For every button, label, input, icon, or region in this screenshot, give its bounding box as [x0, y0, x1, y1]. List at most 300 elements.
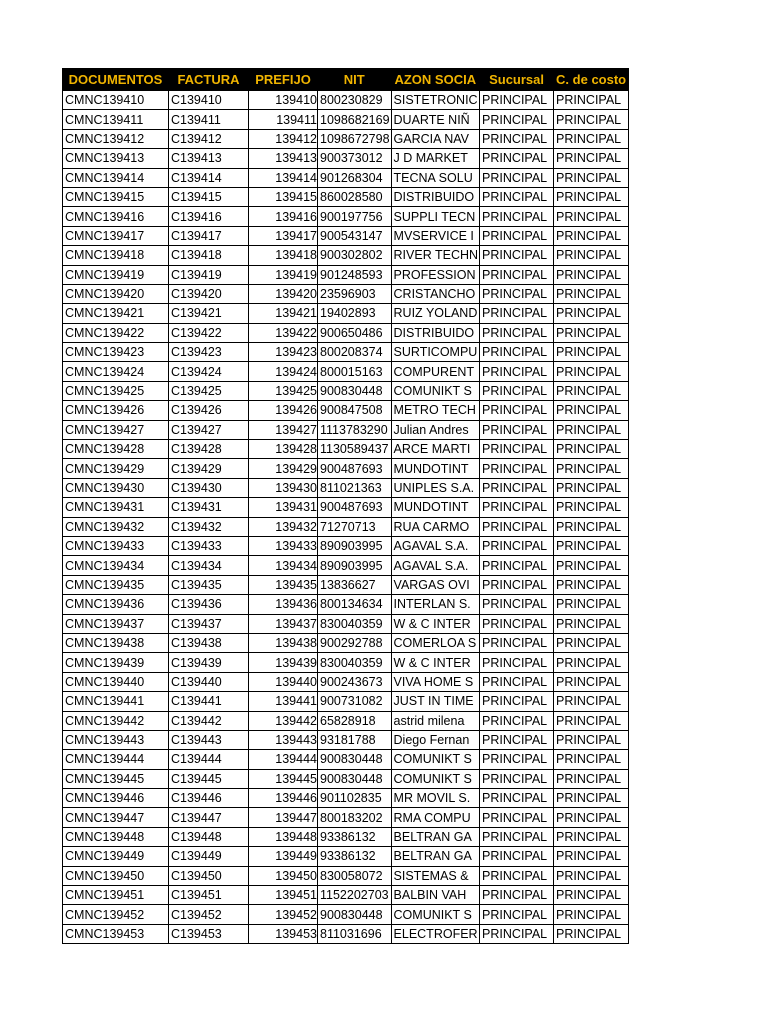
documento-cell[interactable]: CMNC139417 — [63, 226, 169, 245]
sucursal-cell[interactable]: PRINCIPAL — [480, 362, 554, 381]
prefijo-cell[interactable]: 139431 — [249, 498, 318, 517]
centro-costo-cell[interactable]: PRINCIPAL — [554, 110, 629, 129]
documento-cell[interactable]: CMNC139421 — [63, 304, 169, 323]
sucursal-cell[interactable]: PRINCIPAL — [480, 633, 554, 652]
factura-cell[interactable]: C139440 — [169, 672, 249, 691]
documento-cell[interactable]: CMNC139437 — [63, 614, 169, 633]
sucursal-cell[interactable]: PRINCIPAL — [480, 284, 554, 303]
factura-cell[interactable]: C139432 — [169, 517, 249, 536]
sucursal-cell[interactable]: PRINCIPAL — [480, 866, 554, 885]
sucursal-cell[interactable]: PRINCIPAL — [480, 517, 554, 536]
factura-cell[interactable]: C139430 — [169, 478, 249, 497]
centro-costo-cell[interactable]: PRINCIPAL — [554, 808, 629, 827]
sucursal-cell[interactable]: PRINCIPAL — [480, 692, 554, 711]
factura-cell[interactable]: C139438 — [169, 633, 249, 652]
factura-cell[interactable]: C139420 — [169, 284, 249, 303]
nit-cell[interactable]: 900650486 — [318, 323, 392, 342]
centro-costo-cell[interactable]: PRINCIPAL — [554, 750, 629, 769]
centro-costo-cell[interactable]: PRINCIPAL — [554, 769, 629, 788]
prefijo-cell[interactable]: 139450 — [249, 866, 318, 885]
centro-costo-cell[interactable]: PRINCIPAL — [554, 343, 629, 362]
prefijo-cell[interactable]: 139421 — [249, 304, 318, 323]
razon-social-cell[interactable]: MR MOVIL S. — [391, 789, 480, 808]
nit-cell[interactable]: 93386132 — [318, 827, 392, 846]
razon-social-cell[interactable]: astrid milena — [391, 711, 480, 730]
razon-social-cell[interactable]: BELTRAN GA — [391, 827, 480, 846]
razon-social-cell[interactable]: DUARTE NIÑ — [391, 110, 480, 129]
documento-cell[interactable]: CMNC139452 — [63, 905, 169, 924]
factura-cell[interactable]: C139452 — [169, 905, 249, 924]
prefijo-cell[interactable]: 139434 — [249, 556, 318, 575]
sucursal-cell[interactable]: PRINCIPAL — [480, 149, 554, 168]
sucursal-cell[interactable]: PRINCIPAL — [480, 459, 554, 478]
documento-cell[interactable]: CMNC139449 — [63, 847, 169, 866]
sucursal-cell[interactable]: PRINCIPAL — [480, 401, 554, 420]
nit-cell[interactable]: 860028580 — [318, 187, 392, 206]
nit-cell[interactable]: 900830448 — [318, 381, 392, 400]
nit-cell[interactable]: 800208374 — [318, 343, 392, 362]
factura-cell[interactable]: C139443 — [169, 730, 249, 749]
razon-social-cell[interactable]: COMPURENT — [391, 362, 480, 381]
documento-cell[interactable]: CMNC139411 — [63, 110, 169, 129]
documento-cell[interactable]: CMNC139424 — [63, 362, 169, 381]
factura-cell[interactable]: C139431 — [169, 498, 249, 517]
sucursal-cell[interactable]: PRINCIPAL — [480, 91, 554, 110]
factura-cell[interactable]: C139411 — [169, 110, 249, 129]
nit-cell[interactable]: 1098682169 — [318, 110, 392, 129]
prefijo-cell[interactable]: 139444 — [249, 750, 318, 769]
razon-social-cell[interactable]: INTERLAN S. — [391, 595, 480, 614]
factura-cell[interactable]: C139419 — [169, 265, 249, 284]
documento-cell[interactable]: CMNC139448 — [63, 827, 169, 846]
factura-cell[interactable]: C139417 — [169, 226, 249, 245]
documento-cell[interactable]: CMNC139439 — [63, 653, 169, 672]
factura-cell[interactable]: C139444 — [169, 750, 249, 769]
documento-cell[interactable]: CMNC139441 — [63, 692, 169, 711]
prefijo-cell[interactable]: 139422 — [249, 323, 318, 342]
nit-cell[interactable]: 900197756 — [318, 207, 392, 226]
prefijo-cell[interactable]: 139445 — [249, 769, 318, 788]
razon-social-cell[interactable]: RUIZ YOLAND — [391, 304, 480, 323]
prefijo-cell[interactable]: 139440 — [249, 672, 318, 691]
razon-social-cell[interactable]: AGAVAL S.A. — [391, 556, 480, 575]
prefijo-cell[interactable]: 139412 — [249, 129, 318, 148]
prefijo-cell[interactable]: 139416 — [249, 207, 318, 226]
centro-costo-cell[interactable]: PRINCIPAL — [554, 575, 629, 594]
factura-cell[interactable]: C139453 — [169, 924, 249, 943]
centro-costo-cell[interactable]: PRINCIPAL — [554, 556, 629, 575]
factura-cell[interactable]: C139426 — [169, 401, 249, 420]
prefijo-cell[interactable]: 139425 — [249, 381, 318, 400]
razon-social-cell[interactable]: BALBIN VAH — [391, 886, 480, 905]
sucursal-cell[interactable]: PRINCIPAL — [480, 711, 554, 730]
documento-cell[interactable]: CMNC139444 — [63, 750, 169, 769]
header-prefijo[interactable]: PREFIJO — [249, 69, 318, 91]
nit-cell[interactable]: 900830448 — [318, 905, 392, 924]
documento-cell[interactable]: CMNC139434 — [63, 556, 169, 575]
razon-social-cell[interactable]: COMUNIKT S — [391, 769, 480, 788]
prefijo-cell[interactable]: 139438 — [249, 633, 318, 652]
razon-social-cell[interactable]: SISTETRONIC — [391, 91, 480, 110]
centro-costo-cell[interactable]: PRINCIPAL — [554, 129, 629, 148]
documento-cell[interactable]: CMNC139415 — [63, 187, 169, 206]
razon-social-cell[interactable]: W & C INTER — [391, 614, 480, 633]
centro-costo-cell[interactable]: PRINCIPAL — [554, 226, 629, 245]
factura-cell[interactable]: C139441 — [169, 692, 249, 711]
centro-costo-cell[interactable]: PRINCIPAL — [554, 653, 629, 672]
centro-costo-cell[interactable]: PRINCIPAL — [554, 265, 629, 284]
razon-social-cell[interactable]: VIVA HOME S — [391, 672, 480, 691]
factura-cell[interactable]: C139421 — [169, 304, 249, 323]
nit-cell[interactable]: 19402893 — [318, 304, 392, 323]
factura-cell[interactable]: C139418 — [169, 246, 249, 265]
prefijo-cell[interactable]: 139442 — [249, 711, 318, 730]
razon-social-cell[interactable]: GARCIA NAV — [391, 129, 480, 148]
sucursal-cell[interactable]: PRINCIPAL — [480, 672, 554, 691]
centro-costo-cell[interactable]: PRINCIPAL — [554, 672, 629, 691]
documento-cell[interactable]: CMNC139443 — [63, 730, 169, 749]
sucursal-cell[interactable]: PRINCIPAL — [480, 924, 554, 943]
razon-social-cell[interactable]: DISTRIBUIDO — [391, 323, 480, 342]
factura-cell[interactable]: C139435 — [169, 575, 249, 594]
factura-cell[interactable]: C139451 — [169, 886, 249, 905]
nit-cell[interactable]: 71270713 — [318, 517, 392, 536]
nit-cell[interactable]: 13836627 — [318, 575, 392, 594]
documento-cell[interactable]: CMNC139419 — [63, 265, 169, 284]
nit-cell[interactable]: 93181788 — [318, 730, 392, 749]
factura-cell[interactable]: C139423 — [169, 343, 249, 362]
centro-costo-cell[interactable]: PRINCIPAL — [554, 304, 629, 323]
prefijo-cell[interactable]: 139419 — [249, 265, 318, 284]
centro-costo-cell[interactable]: PRINCIPAL — [554, 207, 629, 226]
factura-cell[interactable]: C139433 — [169, 536, 249, 555]
documento-cell[interactable]: CMNC139432 — [63, 517, 169, 536]
razon-social-cell[interactable]: PROFESSION — [391, 265, 480, 284]
prefijo-cell[interactable]: 139437 — [249, 614, 318, 633]
factura-cell[interactable]: C139414 — [169, 168, 249, 187]
razon-social-cell[interactable]: ARCE MARTI — [391, 440, 480, 459]
factura-cell[interactable]: C139422 — [169, 323, 249, 342]
nit-cell[interactable]: 900487693 — [318, 498, 392, 517]
nit-cell[interactable]: 811031696 — [318, 924, 392, 943]
factura-cell[interactable]: C139445 — [169, 769, 249, 788]
nit-cell[interactable]: 811021363 — [318, 478, 392, 497]
sucursal-cell[interactable]: PRINCIPAL — [480, 304, 554, 323]
nit-cell[interactable]: 890903995 — [318, 556, 392, 575]
documento-cell[interactable]: CMNC139423 — [63, 343, 169, 362]
documento-cell[interactable]: CMNC139447 — [63, 808, 169, 827]
nit-cell[interactable]: 23596903 — [318, 284, 392, 303]
sucursal-cell[interactable]: PRINCIPAL — [480, 653, 554, 672]
prefijo-cell[interactable]: 139449 — [249, 847, 318, 866]
centro-costo-cell[interactable]: PRINCIPAL — [554, 517, 629, 536]
nit-cell[interactable]: 901248593 — [318, 265, 392, 284]
prefijo-cell[interactable]: 139411 — [249, 110, 318, 129]
razon-social-cell[interactable]: SURTICOMPU — [391, 343, 480, 362]
sucursal-cell[interactable]: PRINCIPAL — [480, 323, 554, 342]
prefijo-cell[interactable]: 139429 — [249, 459, 318, 478]
nit-cell[interactable]: 800183202 — [318, 808, 392, 827]
documento-cell[interactable]: CMNC139418 — [63, 246, 169, 265]
header-documentos[interactable]: DOCUMENTOS — [63, 69, 169, 91]
razon-social-cell[interactable]: METRO TECH — [391, 401, 480, 420]
documento-cell[interactable]: CMNC139431 — [63, 498, 169, 517]
centro-costo-cell[interactable]: PRINCIPAL — [554, 614, 629, 633]
centro-costo-cell[interactable]: PRINCIPAL — [554, 478, 629, 497]
documento-cell[interactable]: CMNC139433 — [63, 536, 169, 555]
centro-costo-cell[interactable]: PRINCIPAL — [554, 730, 629, 749]
centro-costo-cell[interactable]: PRINCIPAL — [554, 847, 629, 866]
prefijo-cell[interactable]: 139435 — [249, 575, 318, 594]
centro-costo-cell[interactable]: PRINCIPAL — [554, 536, 629, 555]
sucursal-cell[interactable]: PRINCIPAL — [480, 478, 554, 497]
razon-social-cell[interactable]: W & C INTER — [391, 653, 480, 672]
prefijo-cell[interactable]: 139424 — [249, 362, 318, 381]
centro-costo-cell[interactable]: PRINCIPAL — [554, 187, 629, 206]
prefijo-cell[interactable]: 139426 — [249, 401, 318, 420]
nit-cell[interactable]: 830040359 — [318, 653, 392, 672]
razon-social-cell[interactable]: Diego Fernan — [391, 730, 480, 749]
documento-cell[interactable]: CMNC139426 — [63, 401, 169, 420]
sucursal-cell[interactable]: PRINCIPAL — [480, 730, 554, 749]
documento-cell[interactable]: CMNC139435 — [63, 575, 169, 594]
documento-cell[interactable]: CMNC139436 — [63, 595, 169, 614]
prefijo-cell[interactable]: 139420 — [249, 284, 318, 303]
sucursal-cell[interactable]: PRINCIPAL — [480, 575, 554, 594]
centro-costo-cell[interactable]: PRINCIPAL — [554, 924, 629, 943]
documento-cell[interactable]: CMNC139450 — [63, 866, 169, 885]
prefijo-cell[interactable]: 139430 — [249, 478, 318, 497]
sucursal-cell[interactable]: PRINCIPAL — [480, 168, 554, 187]
razon-social-cell[interactable]: JUST IN TIME — [391, 692, 480, 711]
prefijo-cell[interactable]: 139453 — [249, 924, 318, 943]
documento-cell[interactable]: CMNC139425 — [63, 381, 169, 400]
razon-social-cell[interactable]: CRISTANCHO — [391, 284, 480, 303]
documento-cell[interactable]: CMNC139410 — [63, 91, 169, 110]
centro-costo-cell[interactable]: PRINCIPAL — [554, 789, 629, 808]
sucursal-cell[interactable]: PRINCIPAL — [480, 187, 554, 206]
sucursal-cell[interactable]: PRINCIPAL — [480, 265, 554, 284]
prefijo-cell[interactable]: 139417 — [249, 226, 318, 245]
razon-social-cell[interactable]: SISTEMAS & — [391, 866, 480, 885]
factura-cell[interactable]: C139427 — [169, 420, 249, 439]
sucursal-cell[interactable]: PRINCIPAL — [480, 614, 554, 633]
documento-cell[interactable]: CMNC139428 — [63, 440, 169, 459]
prefijo-cell[interactable]: 139451 — [249, 886, 318, 905]
factura-cell[interactable]: C139425 — [169, 381, 249, 400]
factura-cell[interactable]: C139424 — [169, 362, 249, 381]
factura-cell[interactable]: C139449 — [169, 847, 249, 866]
centro-costo-cell[interactable]: PRINCIPAL — [554, 633, 629, 652]
sucursal-cell[interactable]: PRINCIPAL — [480, 886, 554, 905]
sucursal-cell[interactable]: PRINCIPAL — [480, 536, 554, 555]
nit-cell[interactable]: 65828918 — [318, 711, 392, 730]
centro-costo-cell[interactable]: PRINCIPAL — [554, 401, 629, 420]
sucursal-cell[interactable]: PRINCIPAL — [480, 789, 554, 808]
documento-cell[interactable]: CMNC139427 — [63, 420, 169, 439]
razon-social-cell[interactable]: BELTRAN GA — [391, 847, 480, 866]
prefijo-cell[interactable]: 139448 — [249, 827, 318, 846]
documento-cell[interactable]: CMNC139413 — [63, 149, 169, 168]
documento-cell[interactable]: CMNC139416 — [63, 207, 169, 226]
factura-cell[interactable]: C139436 — [169, 595, 249, 614]
sucursal-cell[interactable]: PRINCIPAL — [480, 420, 554, 439]
header-centro-costo[interactable]: C. de costo — [554, 69, 629, 91]
documento-cell[interactable]: CMNC139438 — [63, 633, 169, 652]
factura-cell[interactable]: C139437 — [169, 614, 249, 633]
razon-social-cell[interactable]: VARGAS OVI — [391, 575, 480, 594]
prefijo-cell[interactable]: 139443 — [249, 730, 318, 749]
razon-social-cell[interactable]: DISTRIBUIDO — [391, 187, 480, 206]
nit-cell[interactable]: 901268304 — [318, 168, 392, 187]
razon-social-cell[interactable]: ELECTROFER — [391, 924, 480, 943]
documento-cell[interactable]: CMNC139422 — [63, 323, 169, 342]
prefijo-cell[interactable]: 139441 — [249, 692, 318, 711]
nit-cell[interactable]: 900543147 — [318, 226, 392, 245]
sucursal-cell[interactable]: PRINCIPAL — [480, 808, 554, 827]
razon-social-cell[interactable]: MVSERVICE I — [391, 226, 480, 245]
factura-cell[interactable]: C139410 — [169, 91, 249, 110]
nit-cell[interactable]: 900830448 — [318, 750, 392, 769]
factura-cell[interactable]: C139446 — [169, 789, 249, 808]
razon-social-cell[interactable]: MUNDOTINT — [391, 459, 480, 478]
nit-cell[interactable]: 900847508 — [318, 401, 392, 420]
centro-costo-cell[interactable]: PRINCIPAL — [554, 362, 629, 381]
prefijo-cell[interactable]: 139423 — [249, 343, 318, 362]
razon-social-cell[interactable]: AGAVAL S.A. — [391, 536, 480, 555]
centro-costo-cell[interactable]: PRINCIPAL — [554, 498, 629, 517]
centro-costo-cell[interactable]: PRINCIPAL — [554, 827, 629, 846]
prefijo-cell[interactable]: 139428 — [249, 440, 318, 459]
nit-cell[interactable]: 800134634 — [318, 595, 392, 614]
sucursal-cell[interactable]: PRINCIPAL — [480, 498, 554, 517]
header-factura[interactable]: FACTURA — [169, 69, 249, 91]
razon-social-cell[interactable]: RIVER TECHN — [391, 246, 480, 265]
centro-costo-cell[interactable]: PRINCIPAL — [554, 246, 629, 265]
razon-social-cell[interactable]: RMA COMPU — [391, 808, 480, 827]
nit-cell[interactable]: 900731082 — [318, 692, 392, 711]
centro-costo-cell[interactable]: PRINCIPAL — [554, 595, 629, 614]
factura-cell[interactable]: C139442 — [169, 711, 249, 730]
factura-cell[interactable]: C139448 — [169, 827, 249, 846]
centro-costo-cell[interactable]: PRINCIPAL — [554, 420, 629, 439]
factura-cell[interactable]: C139415 — [169, 187, 249, 206]
razon-social-cell[interactable]: COMUNIKT S — [391, 905, 480, 924]
centro-costo-cell[interactable]: PRINCIPAL — [554, 711, 629, 730]
centro-costo-cell[interactable]: PRINCIPAL — [554, 323, 629, 342]
nit-cell[interactable]: 830040359 — [318, 614, 392, 633]
documento-cell[interactable]: CMNC139412 — [63, 129, 169, 148]
factura-cell[interactable]: C139450 — [169, 866, 249, 885]
sucursal-cell[interactable]: PRINCIPAL — [480, 769, 554, 788]
centro-costo-cell[interactable]: PRINCIPAL — [554, 459, 629, 478]
documento-cell[interactable]: CMNC139430 — [63, 478, 169, 497]
sucursal-cell[interactable]: PRINCIPAL — [480, 595, 554, 614]
factura-cell[interactable]: C139434 — [169, 556, 249, 575]
centro-costo-cell[interactable]: PRINCIPAL — [554, 886, 629, 905]
nit-cell[interactable]: 900302802 — [318, 246, 392, 265]
nit-cell[interactable]: 800230829 — [318, 91, 392, 110]
prefijo-cell[interactable]: 139414 — [249, 168, 318, 187]
nit-cell[interactable]: 900373012 — [318, 149, 392, 168]
sucursal-cell[interactable]: PRINCIPAL — [480, 827, 554, 846]
nit-cell[interactable]: 890903995 — [318, 536, 392, 555]
prefijo-cell[interactable]: 139432 — [249, 517, 318, 536]
nit-cell[interactable]: 1098672798 — [318, 129, 392, 148]
centro-costo-cell[interactable]: PRINCIPAL — [554, 284, 629, 303]
razon-social-cell[interactable]: UNIPLES S.A. — [391, 478, 480, 497]
razon-social-cell[interactable]: J D MARKET — [391, 149, 480, 168]
nit-cell[interactable]: 1113783290 — [318, 420, 392, 439]
razon-social-cell[interactable]: COMERLOA S — [391, 633, 480, 652]
centro-costo-cell[interactable]: PRINCIPAL — [554, 905, 629, 924]
sucursal-cell[interactable]: PRINCIPAL — [480, 110, 554, 129]
sucursal-cell[interactable]: PRINCIPAL — [480, 847, 554, 866]
prefijo-cell[interactable]: 139415 — [249, 187, 318, 206]
prefijo-cell[interactable]: 139447 — [249, 808, 318, 827]
nit-cell[interactable]: 830058072 — [318, 866, 392, 885]
centro-costo-cell[interactable]: PRINCIPAL — [554, 91, 629, 110]
centro-costo-cell[interactable]: PRINCIPAL — [554, 168, 629, 187]
sucursal-cell[interactable]: PRINCIPAL — [480, 207, 554, 226]
sucursal-cell[interactable]: PRINCIPAL — [480, 129, 554, 148]
centro-costo-cell[interactable]: PRINCIPAL — [554, 866, 629, 885]
razon-social-cell[interactable]: Julian Andres — [391, 420, 480, 439]
documento-cell[interactable]: CMNC139420 — [63, 284, 169, 303]
header-sucursal[interactable]: Sucursal — [480, 69, 554, 91]
prefijo-cell[interactable]: 139418 — [249, 246, 318, 265]
nit-cell[interactable]: 1130589437 — [318, 440, 392, 459]
prefijo-cell[interactable]: 139439 — [249, 653, 318, 672]
sucursal-cell[interactable]: PRINCIPAL — [480, 905, 554, 924]
nit-cell[interactable]: 800015163 — [318, 362, 392, 381]
factura-cell[interactable]: C139429 — [169, 459, 249, 478]
centro-costo-cell[interactable]: PRINCIPAL — [554, 692, 629, 711]
razon-social-cell[interactable]: COMUNIKT S — [391, 381, 480, 400]
factura-cell[interactable]: C139428 — [169, 440, 249, 459]
nit-cell[interactable]: 901102835 — [318, 789, 392, 808]
header-nit[interactable]: NIT — [318, 69, 392, 91]
sucursal-cell[interactable]: PRINCIPAL — [480, 381, 554, 400]
sucursal-cell[interactable]: PRINCIPAL — [480, 556, 554, 575]
prefijo-cell[interactable]: 139433 — [249, 536, 318, 555]
razon-social-cell[interactable]: COMUNIKT S — [391, 750, 480, 769]
documento-cell[interactable]: CMNC139440 — [63, 672, 169, 691]
sucursal-cell[interactable]: PRINCIPAL — [480, 246, 554, 265]
header-razon-social[interactable]: AZON SOCIA — [391, 69, 480, 91]
documento-cell[interactable]: CMNC139453 — [63, 924, 169, 943]
documento-cell[interactable]: CMNC139414 — [63, 168, 169, 187]
centro-costo-cell[interactable]: PRINCIPAL — [554, 440, 629, 459]
nit-cell[interactable]: 900830448 — [318, 769, 392, 788]
sucursal-cell[interactable]: PRINCIPAL — [480, 226, 554, 245]
prefijo-cell[interactable]: 139446 — [249, 789, 318, 808]
centro-costo-cell[interactable]: PRINCIPAL — [554, 149, 629, 168]
sucursal-cell[interactable]: PRINCIPAL — [480, 750, 554, 769]
prefijo-cell[interactable]: 139413 — [249, 149, 318, 168]
centro-costo-cell[interactable]: PRINCIPAL — [554, 381, 629, 400]
sucursal-cell[interactable]: PRINCIPAL — [480, 343, 554, 362]
razon-social-cell[interactable]: MUNDOTINT — [391, 498, 480, 517]
documento-cell[interactable]: CMNC139442 — [63, 711, 169, 730]
documento-cell[interactable]: CMNC139451 — [63, 886, 169, 905]
nit-cell[interactable]: 93386132 — [318, 847, 392, 866]
nit-cell[interactable]: 900243673 — [318, 672, 392, 691]
prefijo-cell[interactable]: 139452 — [249, 905, 318, 924]
nit-cell[interactable]: 900487693 — [318, 459, 392, 478]
nit-cell[interactable]: 900292788 — [318, 633, 392, 652]
factura-cell[interactable]: C139413 — [169, 149, 249, 168]
